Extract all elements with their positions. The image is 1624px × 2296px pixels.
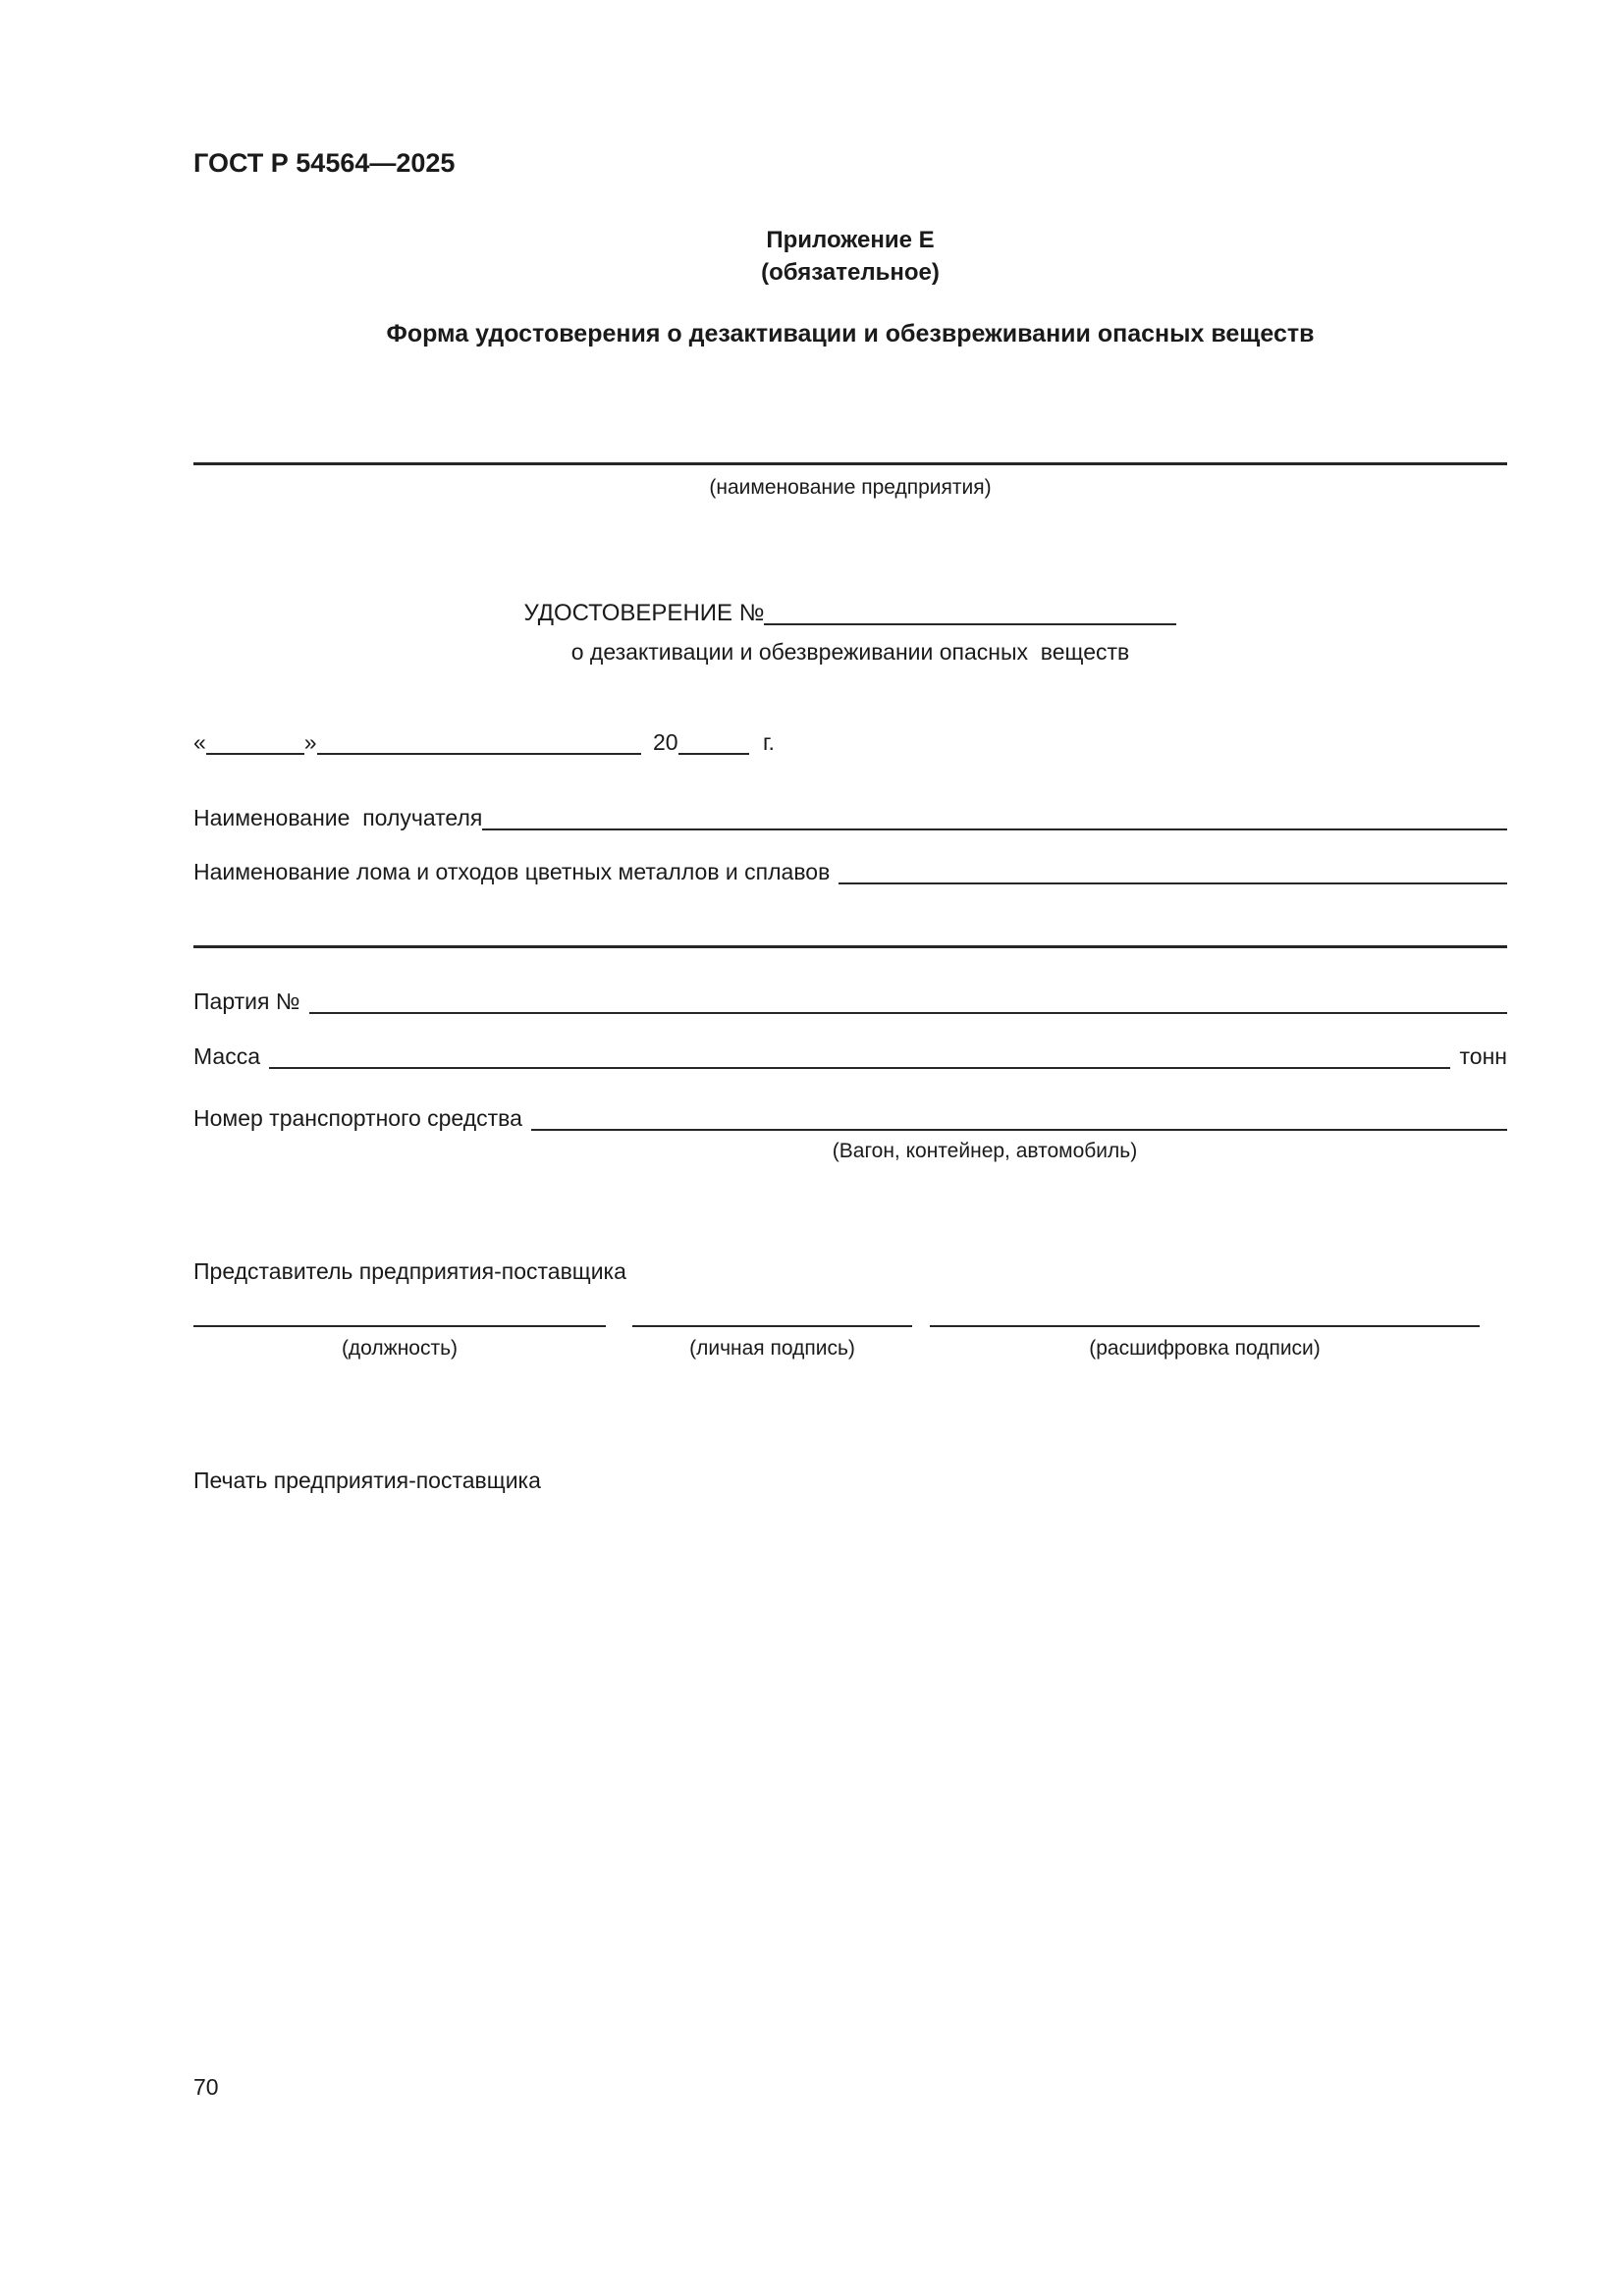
batch-field-row (193, 986, 1507, 1015)
date-year-blank (678, 732, 749, 755)
date-line (193, 728, 775, 756)
page-number: 70 (193, 2074, 219, 2100)
scrap-continuation-blank (193, 945, 1507, 948)
appendix-label: Приложение Е (766, 227, 935, 253)
position-caption: (должность) (341, 1337, 459, 1360)
recipient-blank (482, 825, 1507, 830)
vehicle-caption: (Вагон, контейнер, автомобиль) (832, 1140, 1138, 1162)
signature-transcript-caption: (расшифровка подписи) (1089, 1337, 1321, 1360)
supplier-stamp-label: Печать предприятия-поставщика (193, 1468, 541, 1493)
standard-code-header: ГОСТ Р 54564—2025 (193, 148, 456, 178)
date-century: 20 (652, 729, 678, 755)
mass-unit-label: тонн (1459, 1043, 1507, 1069)
date-open-quote: « (193, 729, 206, 755)
scrap-label: Наименование лома и отходов цветных металлов и сплавов (193, 859, 831, 884)
recipient-field-row (193, 802, 1507, 831)
recipient-label: Наименование получателя (193, 805, 483, 830)
mass-label: Масса (193, 1043, 261, 1069)
personal-signature-column (632, 1325, 912, 1362)
vehicle-number-blank (531, 1125, 1507, 1131)
batch-number-blank (309, 1008, 1507, 1014)
batch-label: Партия № (193, 988, 300, 1014)
scrap-field-row (193, 856, 1507, 885)
supplier-representative-label: Представитель предприятия-поставщика (193, 1258, 626, 1284)
position-signature-column (193, 1325, 606, 1362)
scrap-blank (839, 879, 1507, 884)
appendix-obligation: (обязательное) (761, 259, 940, 286)
date-close-quote: » (303, 729, 317, 755)
mass-blank (269, 1063, 1450, 1069)
enterprise-name-blank (193, 462, 1507, 465)
signature-transcript-column (930, 1325, 1480, 1362)
vehicle-field-row (193, 1102, 1507, 1132)
form-title: Форма удостоверения о дезактивации и обезвреживании опасных веществ (386, 320, 1315, 347)
certificate-number-blank (764, 602, 1176, 625)
enterprise-name-caption: (наименование предприятия) (709, 476, 992, 499)
date-month-blank (317, 732, 641, 755)
personal-signature-caption: (личная подпись) (689, 1337, 855, 1360)
date-year-suffix: г. (762, 729, 775, 755)
vehicle-label: Номер транспортного средства (193, 1105, 522, 1131)
mass-field-row (193, 1041, 1507, 1070)
certificate-heading: УДОСТОВЕРЕНИЕ № (523, 600, 765, 626)
certificate-number-line (193, 599, 1507, 628)
certificate-heading-block (193, 599, 1507, 667)
date-day-blank (206, 732, 304, 755)
certificate-subtitle: о дезактивации и обезвреживании опасных веществ (570, 639, 1130, 665)
